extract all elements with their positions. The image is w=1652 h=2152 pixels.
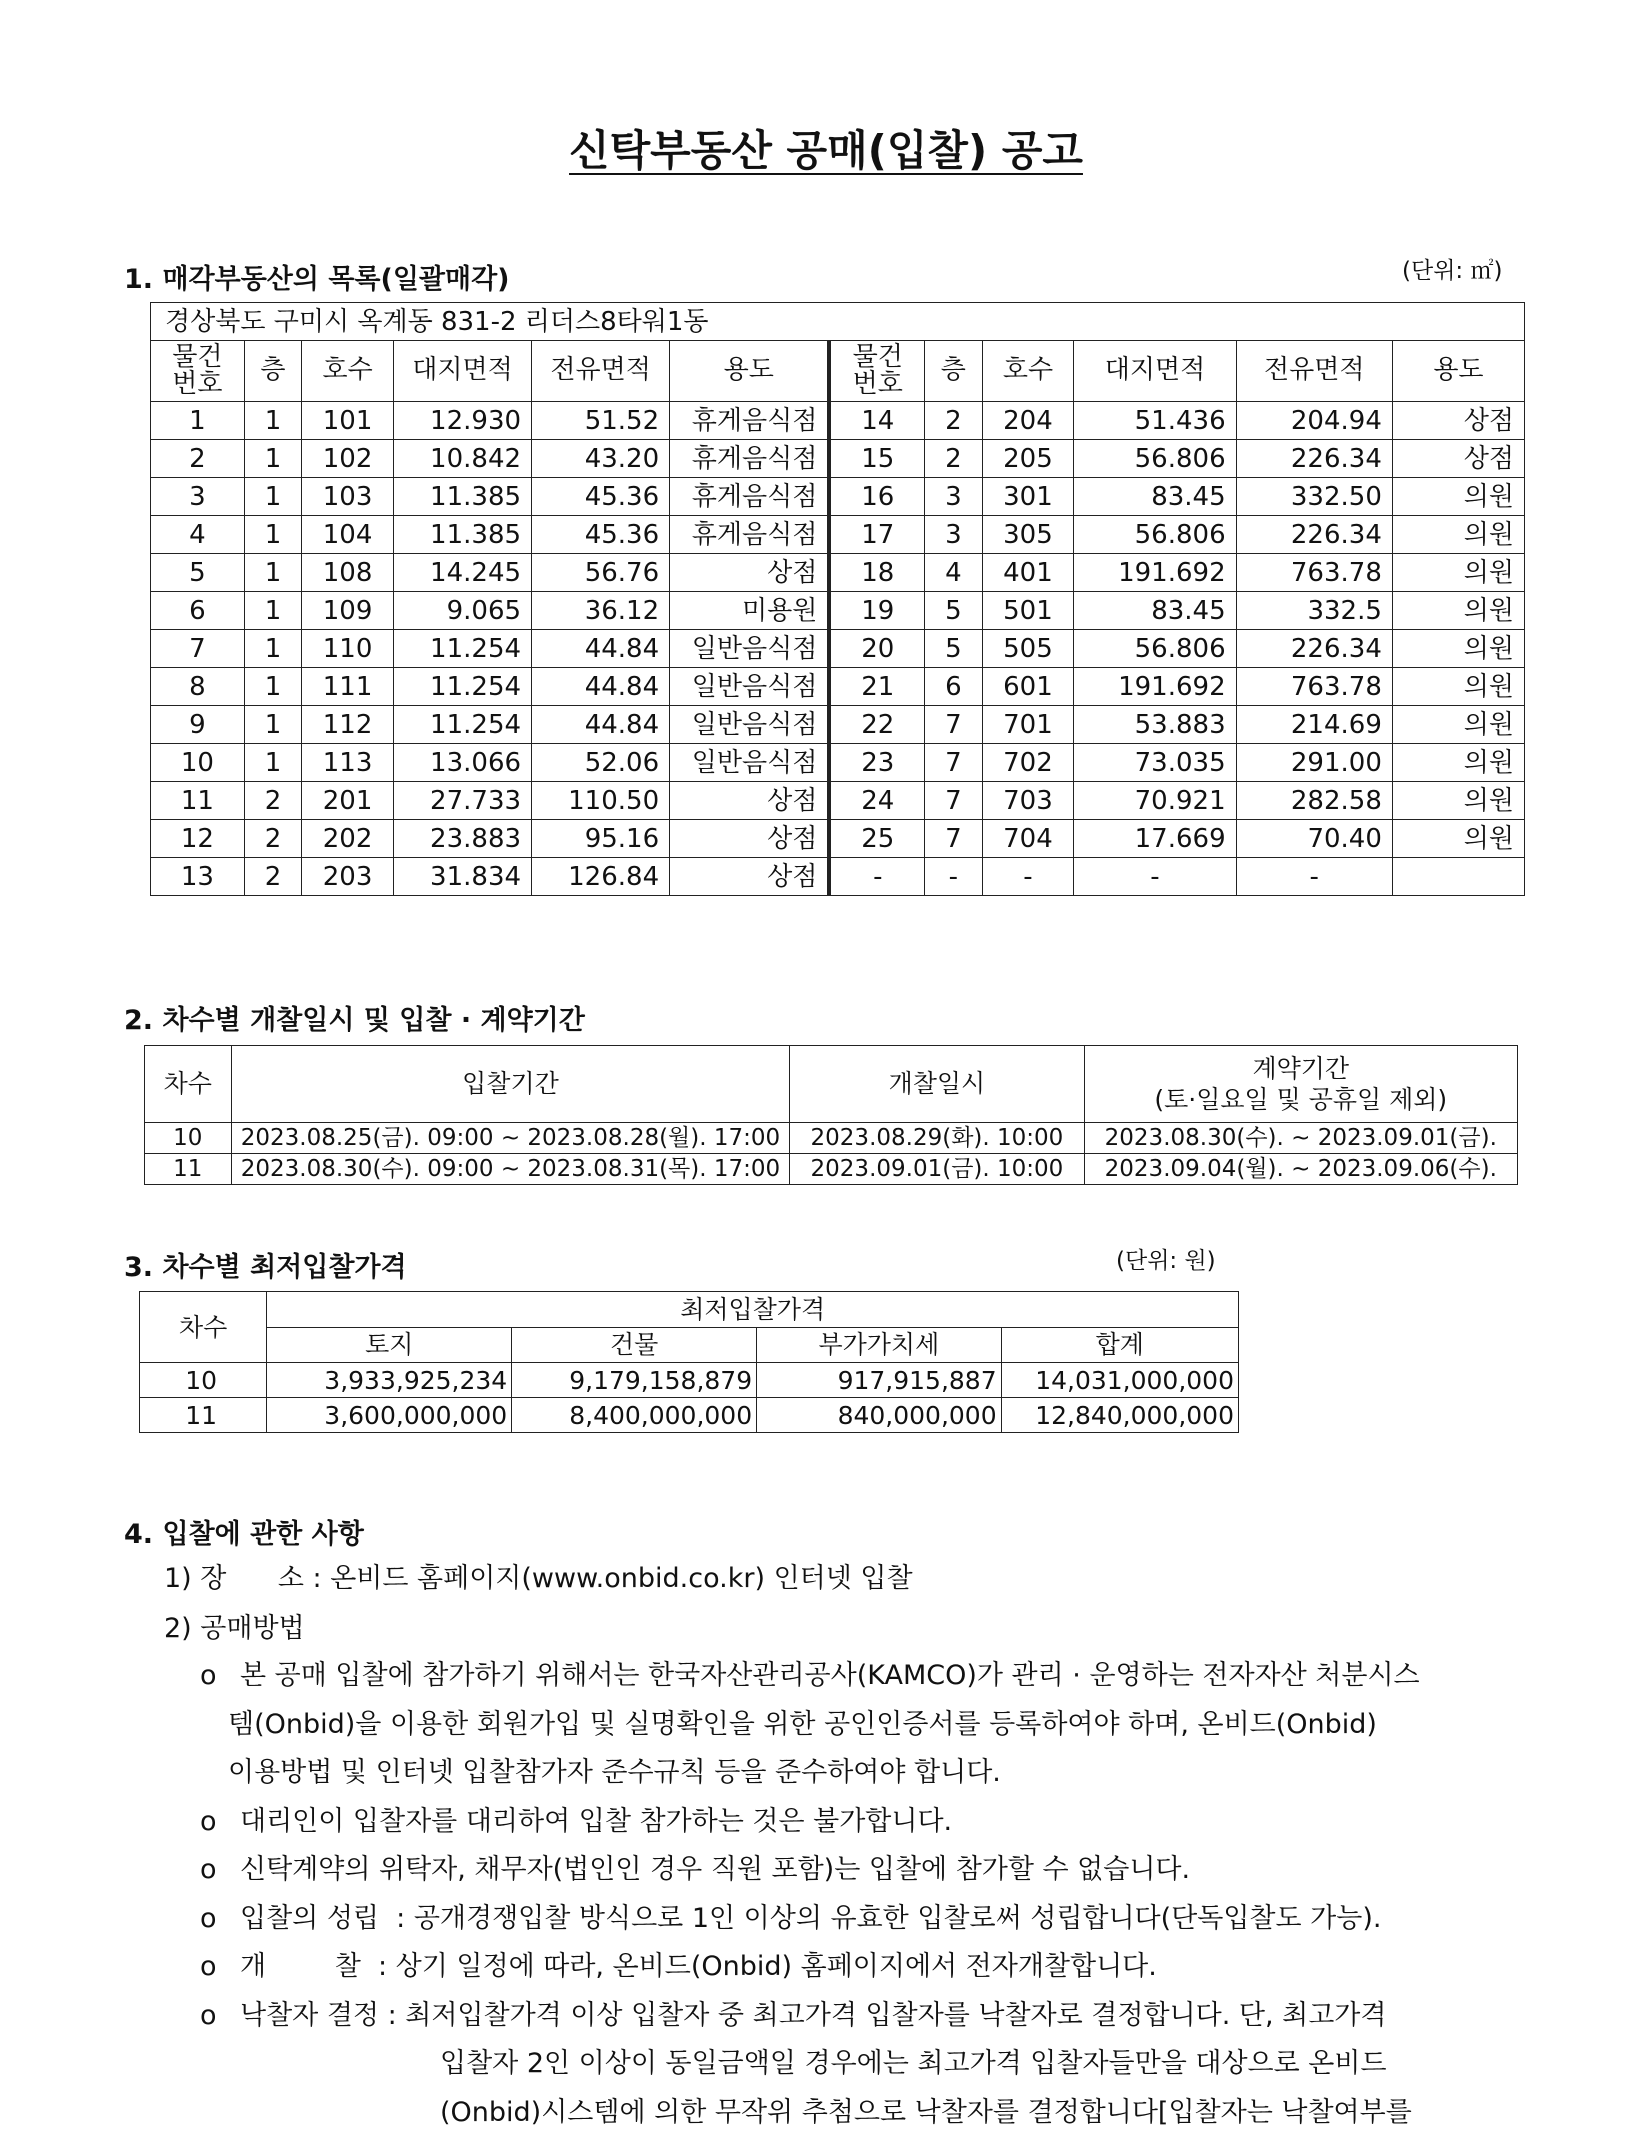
table-cell: 2 (925, 402, 982, 440)
table-cell: 12 (151, 820, 245, 858)
table-row (140, 1398, 1239, 1433)
table-cell: 일반음식점 (670, 744, 830, 782)
price-cell: 14,031,000,000 (1001, 1363, 1238, 1398)
table-cell: 의원 (1392, 630, 1524, 668)
table-cell: 45.36 (532, 478, 670, 516)
table-cell: 11 (151, 782, 245, 820)
table-cell: 36.12 (532, 592, 670, 630)
table-cell: 204.94 (1236, 402, 1392, 440)
table-cell: 10 (151, 744, 245, 782)
table-cell: 상점 (670, 554, 830, 592)
table-cell: 일반음식점 (670, 630, 830, 668)
table-cell: 601 (982, 668, 1074, 706)
table-cell: 27.733 (393, 782, 531, 820)
table-cell: 11.385 (393, 516, 531, 554)
table-cell: 13.066 (393, 744, 531, 782)
column-header: 전유면적 (1236, 341, 1392, 402)
table-cell: - (925, 858, 982, 896)
table-cell: 301 (982, 478, 1074, 516)
table-cell: 1 (244, 668, 301, 706)
schedule-header: 차수 (145, 1046, 232, 1123)
column-header: 대지면적 (393, 341, 531, 402)
table-cell: 51.436 (1074, 402, 1236, 440)
bullet-mark: o (200, 1999, 217, 2031)
table-cell: 23 (829, 744, 924, 782)
column-header: 전유면적 (532, 341, 670, 402)
table-cell: 의원 (1392, 478, 1524, 516)
table-cell: 702 (982, 744, 1074, 782)
table-cell: 31.834 (393, 858, 531, 896)
table-cell: 의원 (1392, 668, 1524, 706)
table-row (151, 440, 1525, 478)
table-cell: 291.00 (1236, 744, 1392, 782)
table-cell: 282.58 (1236, 782, 1392, 820)
table-cell: 의원 (1392, 706, 1524, 744)
price-cell: 917,915,887 (757, 1363, 1001, 1398)
table-cell: 44.84 (532, 706, 670, 744)
table-cell: 83.45 (1074, 478, 1236, 516)
table-cell: 상점 (1392, 402, 1524, 440)
schedule-header: 입찰기간 (231, 1046, 790, 1123)
table-cell: 의원 (1392, 592, 1524, 630)
table-cell: 14.245 (393, 554, 531, 592)
table-row (151, 630, 1525, 668)
price-cell: 11 (140, 1398, 267, 1433)
table-cell: 1 (244, 516, 301, 554)
table-cell: 휴게음식점 (670, 402, 830, 440)
bullet-text: 이용방법 및 인터넷 입찰참가자 준수규칙 등을 준수하여야 합니다. (228, 1757, 1001, 1788)
bullet-text: 입찰의 성립 : 공개경쟁입찰 방식으로 1인 이상의 유효한 입찰로써 성립합니다(단독입찰도 가능). (240, 1902, 1382, 1934)
table-cell: 110 (302, 630, 394, 668)
table-cell: 일반음식점 (670, 706, 830, 744)
table-cell: 703 (982, 782, 1074, 820)
table-cell: 203 (302, 858, 394, 896)
table-row (151, 820, 1525, 858)
table-cell: 111 (302, 668, 394, 706)
table-cell: 3 (151, 478, 245, 516)
table-row (151, 478, 1525, 516)
table-cell: - (829, 858, 924, 896)
table-cell: 202 (302, 820, 394, 858)
table-cell: 1 (244, 592, 301, 630)
table-cell: 56.806 (1074, 516, 1236, 554)
table-cell: 44.84 (532, 630, 670, 668)
table-cell: 4 (151, 516, 245, 554)
table-cell: 5 (925, 630, 982, 668)
price-cell: 10 (140, 1363, 267, 1398)
bullet-mark: o (200, 1951, 217, 1982)
table-cell: 226.34 (1236, 630, 1392, 668)
table-cell: 110.50 (532, 782, 670, 820)
price-subheader: 합계 (1001, 1327, 1238, 1363)
bid-place: 1) 장 소 : 온비드 홈페이지(www.onbid.co.kr) 인터넷 입찰 (164, 1563, 913, 1594)
table-cell: 15 (829, 440, 924, 478)
table-cell: 7 (925, 820, 982, 858)
price-cell: 3,933,925,234 (267, 1363, 512, 1398)
table-cell: 70.921 (1074, 782, 1236, 820)
price-cell: 840,000,000 (757, 1398, 1001, 1433)
column-header: 층 (244, 341, 301, 402)
table-cell: 20 (829, 630, 924, 668)
bullet-text: 본 공매 입찰에 참가하기 위해서는 한국자산관리공사(KAMCO)가 관리 · 운영하는 전자자산 처분시스 (240, 1660, 1420, 1691)
price-subheader: 건물 (512, 1327, 757, 1363)
schedule-cell: 2023.08.29(화). 10:00 (790, 1123, 1084, 1154)
table-cell: 505 (982, 630, 1074, 668)
table-cell: 10.842 (393, 440, 531, 478)
price-cell: 9,179,158,879 (512, 1363, 757, 1398)
table-cell: - (1074, 858, 1236, 896)
bullet-mark: o (200, 1660, 217, 1691)
table-cell: 휴게음식점 (670, 516, 830, 554)
table-cell: 휴게음식점 (670, 440, 830, 478)
table-cell: 109 (302, 592, 394, 630)
table-cell: 6 (151, 592, 245, 630)
price-header-group: 최저입찰가격 (267, 1292, 1239, 1328)
table-cell: 226.34 (1236, 516, 1392, 554)
table-cell: 17.669 (1074, 820, 1236, 858)
table-cell: 1 (244, 554, 301, 592)
bullet-mark: o (200, 1854, 217, 1885)
table-cell: 의원 (1392, 554, 1524, 592)
table-cell (1392, 858, 1524, 896)
table-cell: 51.52 (532, 402, 670, 440)
table-cell: 8 (151, 668, 245, 706)
table-cell: 의원 (1392, 782, 1524, 820)
table-cell: 25 (829, 820, 924, 858)
table-cell: 113 (302, 744, 394, 782)
schedule-cell: 2023.09.01(금). 10:00 (790, 1154, 1084, 1185)
price-subheader: 토지 (267, 1327, 512, 1363)
schedule-cell: 2023.08.25(금). 09:00 ~ 2023.08.28(월). 17:00 (231, 1123, 790, 1154)
table-cell: 16 (829, 478, 924, 516)
table-cell: 4 (925, 554, 982, 592)
table-row (151, 706, 1525, 744)
table-row (151, 516, 1525, 554)
section-3-unit: (단위: 원) (1116, 1248, 1216, 1274)
table-cell: 1 (244, 478, 301, 516)
table-row (151, 592, 1525, 630)
table-cell: 7 (151, 630, 245, 668)
table-cell: 205 (982, 440, 1074, 478)
section-3-heading: 3. 차수별 최저입찰가격 (124, 1252, 407, 1283)
bullet-text: 신탁계약의 위탁자, 채무자(법인인 경우 직원 포함)는 입찰에 참가할 수 없습니다. (240, 1854, 1191, 1885)
table-cell: 191.692 (1074, 554, 1236, 592)
table-row (151, 668, 1525, 706)
table-row (145, 1154, 1518, 1185)
table-cell: 43.20 (532, 440, 670, 478)
table-cell: 191.692 (1074, 668, 1236, 706)
column-header: 용도 (1392, 341, 1524, 402)
schedule-table (144, 1045, 1518, 1185)
table-cell: 704 (982, 820, 1074, 858)
schedule-cell: 11 (145, 1154, 232, 1185)
table-cell: 201 (302, 782, 394, 820)
table-cell: 9.065 (393, 592, 531, 630)
price-cell: 12,840,000,000 (1001, 1398, 1238, 1433)
table-cell: 204 (982, 402, 1074, 440)
table-cell: 11.385 (393, 478, 531, 516)
table-cell: 95.16 (532, 820, 670, 858)
table-cell: 1 (244, 744, 301, 782)
table-cell: 7 (925, 782, 982, 820)
table-cell: 14 (829, 402, 924, 440)
table-row (151, 554, 1525, 592)
table-cell: 1 (244, 402, 301, 440)
table-cell: 11.254 (393, 630, 531, 668)
table-cell: 332.50 (1236, 478, 1392, 516)
table-cell: - (1236, 858, 1392, 896)
property-address: 경상북도 구미시 옥계동 831-2 리더스8타워1동 (151, 303, 1525, 341)
table-cell: 9 (151, 706, 245, 744)
table-cell: 44.84 (532, 668, 670, 706)
section-1-heading: 1. 매각부동산의 목록(일괄매각) (124, 264, 510, 295)
table-cell: 21 (829, 668, 924, 706)
table-cell: 22 (829, 706, 924, 744)
table-row (151, 782, 1525, 820)
table-cell: 401 (982, 554, 1074, 592)
table-cell: 5 (925, 592, 982, 630)
table-cell: 56.76 (532, 554, 670, 592)
table-cell: 의원 (1392, 744, 1524, 782)
table-cell: 12.930 (393, 402, 531, 440)
table-cell: 11.254 (393, 668, 531, 706)
price-subheader: 부가가치세 (757, 1327, 1001, 1363)
table-cell: 2 (244, 820, 301, 858)
table-row (145, 1123, 1518, 1154)
table-cell: 83.45 (1074, 592, 1236, 630)
table-row (151, 402, 1525, 440)
column-header: 호수 (982, 341, 1074, 402)
price-cell: 8,400,000,000 (512, 1398, 757, 1433)
table-cell: 101 (302, 402, 394, 440)
table-cell: 2 (244, 782, 301, 820)
bullet-text: 입찰자 2인 이상이 동일금액일 경우에는 최고가격 입찰자들만을 대상으로 온비드 (440, 2048, 1387, 2079)
table-cell: 763.78 (1236, 554, 1392, 592)
schedule-header: 계약기간 (토·일요일 및 공휴일 제외) (1084, 1046, 1517, 1123)
table-cell: 7 (925, 706, 982, 744)
table-cell: 13 (151, 858, 245, 896)
table-cell: 226.34 (1236, 440, 1392, 478)
table-cell: 19 (829, 592, 924, 630)
table-cell: 2 (151, 440, 245, 478)
table-cell: 53.883 (1074, 706, 1236, 744)
table-cell: 701 (982, 706, 1074, 744)
table-cell: 휴게음식점 (670, 478, 830, 516)
property-list-table (150, 302, 1525, 896)
table-cell: 73.035 (1074, 744, 1236, 782)
table-cell: 332.5 (1236, 592, 1392, 630)
schedule-cell: 10 (145, 1123, 232, 1154)
column-header: 대지면적 (1074, 341, 1236, 402)
table-cell: 45.36 (532, 516, 670, 554)
table-cell: 의원 (1392, 820, 1524, 858)
table-cell: 1 (151, 402, 245, 440)
schedule-cell: 2023.08.30(수). 09:00 ~ 2023.08.31(목). 17:00 (231, 1154, 790, 1185)
section-4-heading: 4. 입찰에 관한 사항 (124, 1519, 364, 1550)
table-cell: 17 (829, 516, 924, 554)
bullet-text: 개 찰 : 상기 일정에 따라, 온비드(Onbid) 홈페이지에서 전자개찰합니다. (240, 1951, 1157, 1982)
table-cell: 214.69 (1236, 706, 1392, 744)
table-cell: 6 (925, 668, 982, 706)
table-cell: 24 (829, 782, 924, 820)
column-header: 호수 (302, 341, 394, 402)
table-cell: 상점 (670, 858, 830, 896)
table-cell: 1 (244, 706, 301, 744)
table-cell: 103 (302, 478, 394, 516)
table-row (151, 858, 1525, 896)
table-cell: 501 (982, 592, 1074, 630)
page-title: 신탁부동산 공매(입찰) 공고 (569, 126, 1083, 175)
table-cell: 5 (151, 554, 245, 592)
table-cell: 2 (925, 440, 982, 478)
table-cell: 미용원 (670, 592, 830, 630)
table-cell: 763.78 (1236, 668, 1392, 706)
bullet-text: 낙찰자 결정 : 최저입찰가격 이상 입찰자 중 최고가격 입찰자를 낙찰자로 결정합니다. 단, 최고가격 (240, 1999, 1387, 2031)
section-2-heading: 2. 차수별 개찰일시 및 입찰 · 계약기간 (124, 1005, 585, 1036)
table-row (140, 1363, 1239, 1398)
column-header: 용도 (670, 341, 830, 402)
table-cell: 56.806 (1074, 440, 1236, 478)
table-cell: 상점 (670, 820, 830, 858)
price-cell: 3,600,000,000 (267, 1398, 512, 1433)
table-cell: 126.84 (532, 858, 670, 896)
table-cell: 상점 (1392, 440, 1524, 478)
table-cell: 1 (244, 440, 301, 478)
table-cell: 23.883 (393, 820, 531, 858)
table-cell: - (982, 858, 1074, 896)
min-price-table (139, 1291, 1239, 1433)
table-cell: 112 (302, 706, 394, 744)
table-row (151, 744, 1525, 782)
bid-method: 2) 공매방법 (164, 1613, 305, 1644)
table-cell: 11.254 (393, 706, 531, 744)
table-cell: 3 (925, 516, 982, 554)
price-header-round: 차수 (140, 1292, 267, 1363)
table-cell: 102 (302, 440, 394, 478)
table-cell: 3 (925, 478, 982, 516)
bullet-text: 템(Onbid)을 이용한 회원가입 및 실명확인을 위한 공인인증서를 등록하여야 하며, 온비드(Onbid) (228, 1708, 1377, 1740)
schedule-cell: 2023.08.30(수). ~ 2023.09.01(금). (1084, 1123, 1517, 1154)
table-cell: 70.40 (1236, 820, 1392, 858)
bullet-text: 대리인이 입찰자를 대리하여 입찰 참가하는 것은 불가합니다. (240, 1805, 953, 1837)
table-cell: 일반음식점 (670, 668, 830, 706)
table-cell: 상점 (670, 782, 830, 820)
schedule-cell: 2023.09.04(월). ~ 2023.09.06(수). (1084, 1154, 1517, 1185)
column-header: 물건 번호 (151, 341, 245, 402)
column-header: 층 (925, 341, 982, 402)
table-cell: 7 (925, 744, 982, 782)
table-cell: 2 (244, 858, 301, 896)
table-cell: 108 (302, 554, 394, 592)
table-cell: 104 (302, 516, 394, 554)
table-cell: 52.06 (532, 744, 670, 782)
table-cell: 305 (982, 516, 1074, 554)
schedule-header: 개찰일시 (790, 1046, 1084, 1123)
table-cell: 18 (829, 554, 924, 592)
section-1-unit: (단위: ㎡) (1402, 258, 1503, 284)
table-cell: 1 (244, 630, 301, 668)
table-cell: 56.806 (1074, 630, 1236, 668)
bullet-mark: o (200, 1805, 217, 1837)
table-cell: 의원 (1392, 516, 1524, 554)
column-header: 물건 번호 (829, 341, 924, 402)
bullet-mark: o (200, 1902, 217, 1934)
bullet-text: (Onbid)시스템에 의한 무작위 추첨으로 낙찰자를 결정합니다[입찰자는 낙찰여부를 (440, 2096, 1412, 2128)
